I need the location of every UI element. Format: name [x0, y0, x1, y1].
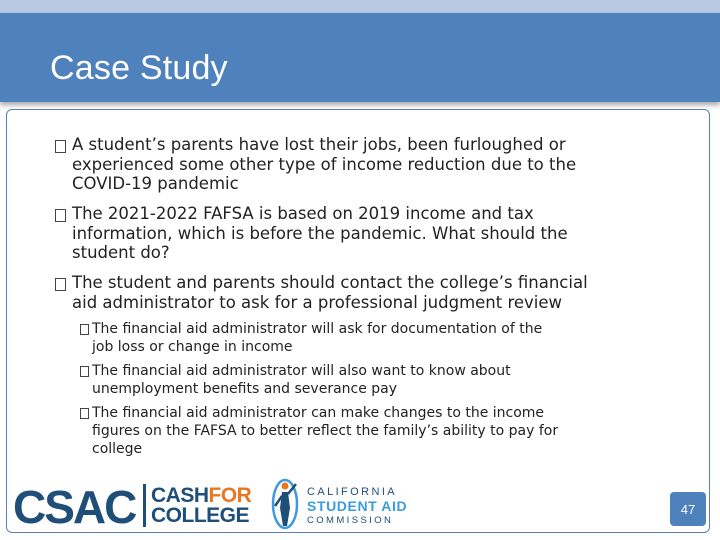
sub-bullet-3-line-3: college — [92, 441, 143, 457]
bullet-1-line-1: A student’s parents have lost their jobs, been furloughed or — [72, 135, 566, 154]
page-number: 47 — [670, 492, 706, 526]
bullet-2-line-1: The 2021-2022 FAFSA is based on 2019 income and tax — [72, 204, 534, 223]
checkbox-bullet-icon — [55, 209, 66, 222]
checkbox-bullet-icon — [80, 366, 89, 377]
cash-logo-text: CASH — [151, 484, 209, 507]
sub-bullet-1 — [80, 320, 672, 356]
california-student-aid-commission-logo — [307, 485, 407, 528]
graduate-seal-icon — [268, 476, 302, 537]
sub-bullet-1-line-1: The financial aid administrator will ask for documentation of the — [92, 321, 543, 337]
cash-for-college-logo — [151, 486, 251, 526]
bullet-3-line-2: aid administrator to ask for a professional judgment review — [72, 292, 563, 312]
bullet-1-line-2: experienced some other type of income reduction due to the — [72, 154, 577, 174]
checkbox-bullet-icon — [80, 324, 89, 335]
commission-line-1: CALIFORNIA — [307, 486, 398, 498]
sub-bullet-1-line-2: job loss or change in income — [92, 339, 293, 355]
commission-line-2: STUDENT AID — [307, 498, 408, 514]
bullet-2 — [55, 204, 652, 263]
csac-logo: CSAC — [13, 481, 136, 533]
sub-bullet-3-line-2: figures on the FAFSA to better reflect the family’s ability to pay for — [92, 423, 559, 439]
bullet-2-line-2: information, which is before the pandemic. What should the — [72, 223, 568, 243]
sub-bullet-2 — [80, 362, 672, 398]
bullet-1 — [55, 135, 652, 194]
for-logo-text: FOR — [208, 484, 252, 507]
bullet-2-line-3: student do? — [72, 243, 170, 262]
bullet-1-line-3: COVID-19 pandemic — [72, 174, 239, 193]
college-logo-text: COLLEGE — [151, 504, 250, 527]
checkbox-bullet-icon — [55, 140, 66, 153]
sub-bullet-2-line-1: The financial aid administrator will also want to know about — [92, 363, 511, 379]
sub-bullet-3 — [80, 404, 672, 458]
sub-bullet-2-line-2: unemployment benefits and severance pay — [92, 381, 398, 397]
commission-line-3: COMMISSION — [307, 515, 394, 526]
checkbox-bullet-icon — [55, 278, 66, 291]
slide-title: Case Study — [50, 49, 228, 87]
bullet-3 — [55, 273, 652, 312]
logo-divider — [143, 484, 146, 527]
bullet-3-line-1: The student and parents should contact the college’s financial — [72, 273, 588, 292]
checkbox-bullet-icon — [80, 408, 89, 419]
sub-bullet-3-line-1: The financial aid administrator can make changes to the income — [92, 405, 545, 421]
